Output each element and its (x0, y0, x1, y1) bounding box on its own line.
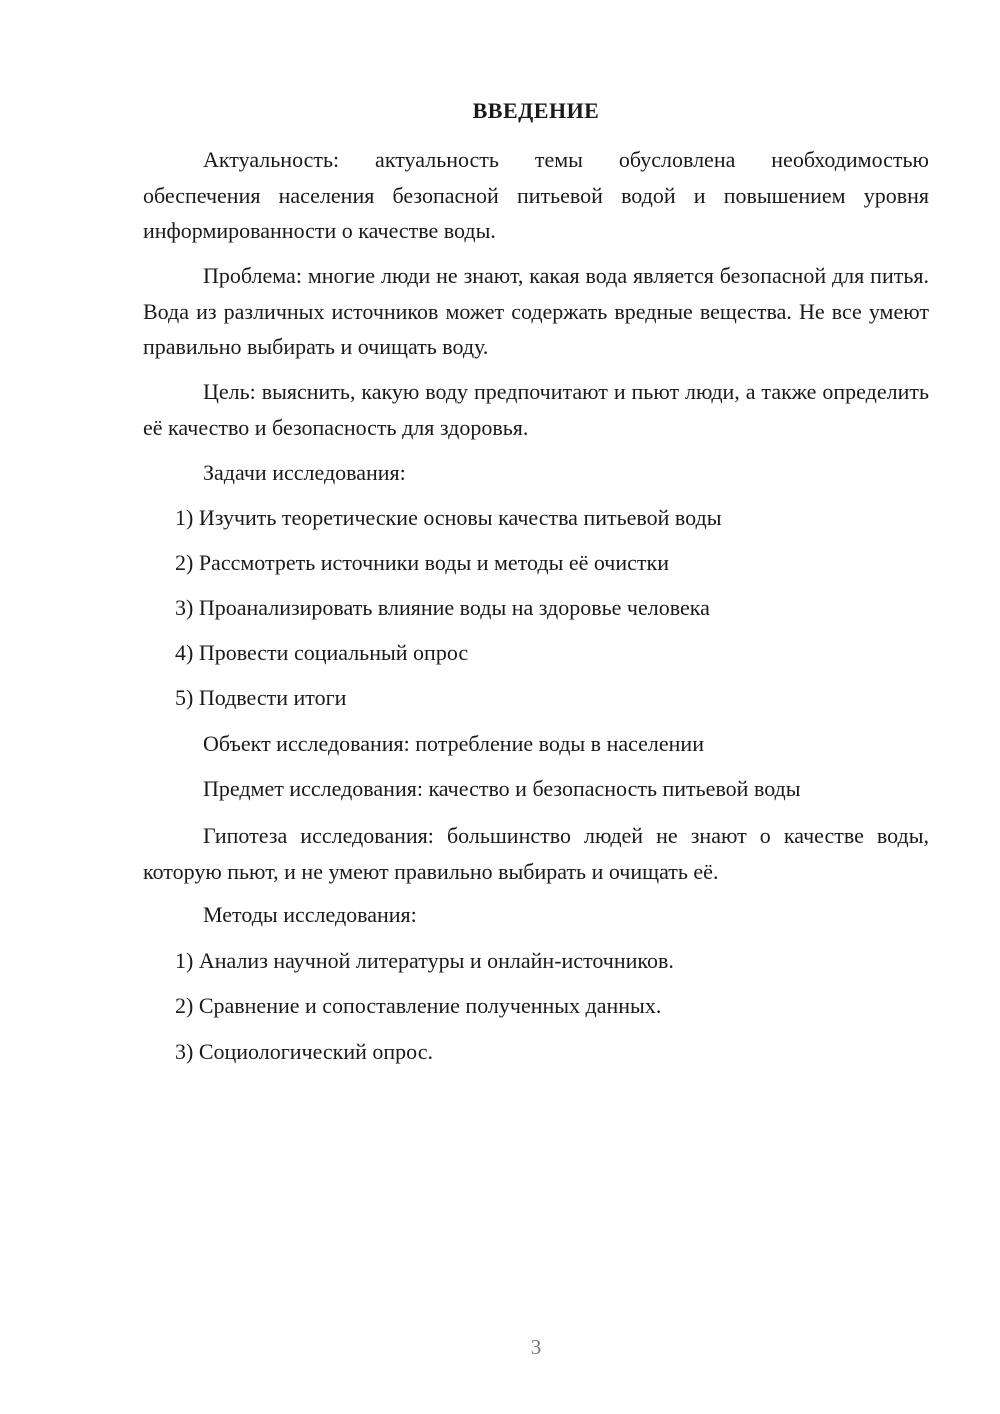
method-item: 1) Анализ научной литературы и онлайн-источников. (175, 948, 674, 973)
section-heading: ВВЕДЕНИЕ (472, 98, 600, 123)
goal-paragraph: Цель: выяснить, какую воду предпочитают и пьют люди, а также определить её качество и безопасность для здоровья. (143, 379, 929, 440)
problem-paragraph: Проблема: многие люди не знают, какая вода является безопасной для питья. Вода из различных источников может содержать вредные вещества. Не все умеют правильно выбирать и очищать воду. (143, 263, 929, 359)
subject-line: Предмет исследования: качество и безопасность питьевой воды (203, 776, 801, 801)
method-item: 3) Социологический опрос. (175, 1039, 433, 1064)
page-number: 3 (530, 1335, 542, 1359)
task-item: 2) Рассмотреть источники воды и методы её очистки (175, 550, 669, 575)
methods-title: Методы исследования: (203, 902, 417, 927)
task-item: 5) Подвести итоги (175, 685, 347, 710)
task-item: 1) Изучить теоретические основы качества питьевой воды (175, 505, 722, 530)
method-item: 2) Сравнение и сопоставление полученных данных. (175, 993, 662, 1018)
relevance-paragraph: Актуальность: актуальность темы обусловлена необходимостью обеспечения населения безопасной питьевой водой и повышением уровня информированности о качестве воды. (143, 147, 929, 243)
tasks-title: Задачи исследования: (203, 460, 406, 485)
object-line: Объект исследования: потребление воды в населении (203, 731, 704, 756)
hypothesis-paragraph: Гипотеза исследования: большинство людей не знают о качестве воды, которую пьют, и не умеют правильно выбирать и очищать её. (143, 823, 929, 884)
task-item: 4) Провести социальный опрос (175, 640, 469, 665)
task-item: 3) Проанализировать влияние воды на здоровье человека (175, 595, 710, 620)
